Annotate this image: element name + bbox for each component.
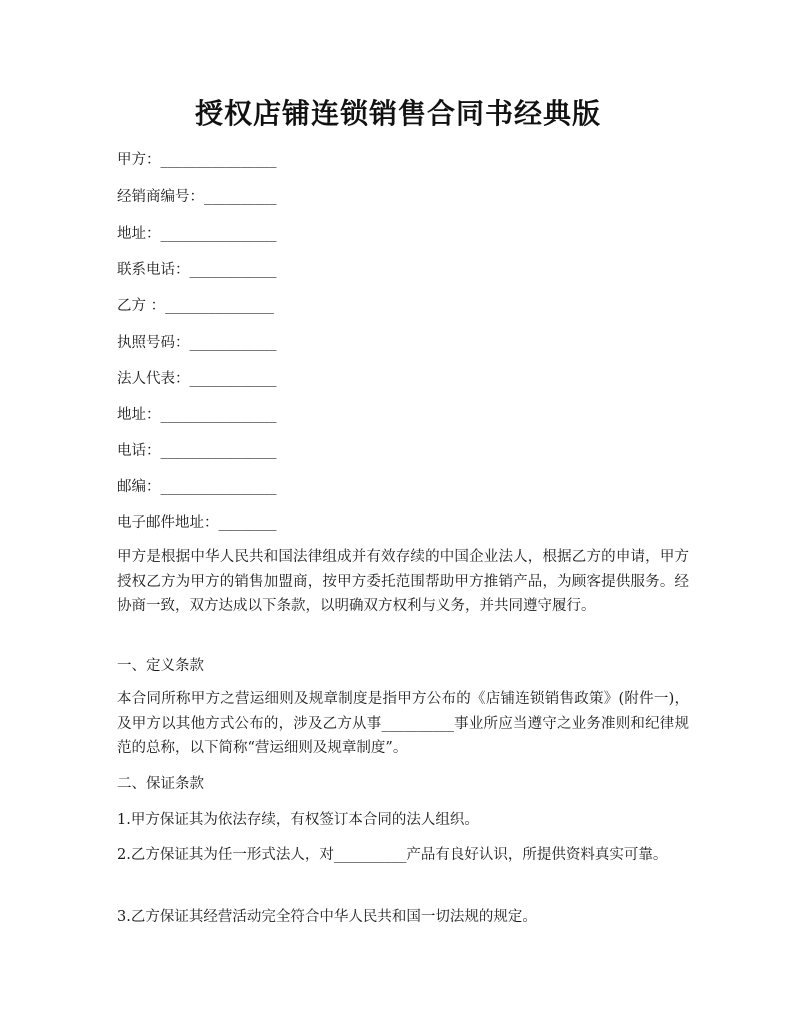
section-2-heading: 二、保证条款: [117, 776, 204, 792]
intro-paragraph: 甲方是根据中华人民共和国法律组成并有效存续的中国企业法人，根据乙方的申请，甲方授权乙方为甲方的销售加盟商，按甲方委托范围帮助甲方推销产品，为顾客提供服务。经协商一致，双方达成以下条款，以明确双方权利与义务，并共同遵守履行。: [117, 549, 689, 614]
field-address-b: 地址：________________: [117, 407, 277, 423]
section-1-body: 本合同所称甲方之营运细则及规章制度是指甲方公布的《店铺连锁销售政策》(附件一)，及甲方以其他方式公布的，涉及乙方从事__________事业所应当遵守之业务准则和纪律规范的总称，以下简称“营运细则及规章制度”。: [117, 691, 689, 756]
field-email: 电子邮件地址：________: [117, 515, 277, 531]
clause-3: 3.乙方保证其经营活动完全符合中华人民共和国一切法规的规定。: [117, 909, 537, 925]
field-phone: 电话：________________: [117, 443, 277, 459]
field-party-b: 乙方 ：_______________: [117, 298, 274, 314]
field-legal-representative: 法人代表：____________: [117, 371, 277, 387]
document-title: 授权店铺连锁销售合同书经典版: [194, 97, 601, 130]
section-1-heading: 一、定义条款: [117, 658, 204, 674]
field-party-a: 甲方：________________: [117, 152, 277, 168]
clause-2: 2.乙方保证其为任一形式法人，对__________产品有良好认识，所提供资料真实可靠。: [117, 847, 668, 863]
field-contact-phone: 联系电话：____________: [117, 262, 277, 278]
field-address-a: 地址：________________: [117, 226, 277, 242]
field-license-number: 执照号码：____________: [117, 335, 277, 351]
field-dealer-number: 经销商编号：__________: [117, 189, 277, 205]
clause-1: 1.甲方保证其为依法存续，有权签订本合同的法人组织。: [117, 812, 479, 828]
field-postcode: 邮编：________________: [117, 479, 277, 495]
